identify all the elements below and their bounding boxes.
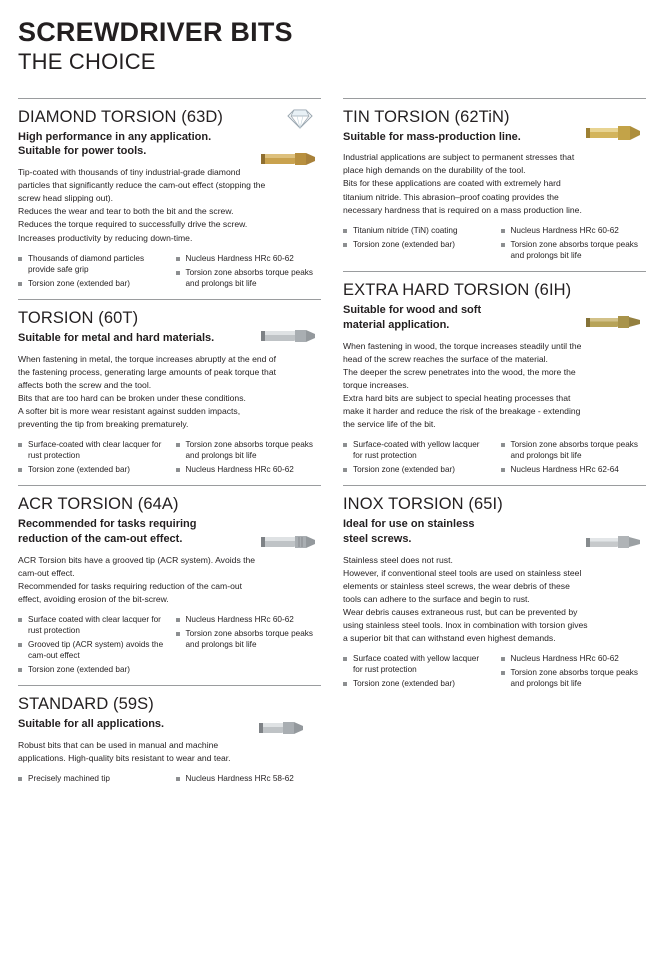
bullets-right — [176, 614, 322, 678]
bullet-item: Nucleus Hardness HRc 60-62 — [176, 253, 322, 264]
body-line: Reduces the torque required to successfully drive the screw. — [18, 219, 248, 230]
section-subtitle-line2: material application. — [343, 318, 450, 331]
body-line: Bits that are too hard can be broken under these conditions. — [18, 392, 246, 403]
bullet-item: Torsion zone absorbs torque peaks and prolongs bit life — [501, 667, 647, 689]
section-divider — [18, 485, 321, 486]
body-line: ACR Torsion bits have a grooved tip (ACR system). Avoids the — [18, 554, 256, 565]
body-line: screw head slipping out). — [18, 193, 114, 204]
bullet-item: Torsion zone absorbs torque peaks and prolongs bit life — [176, 628, 322, 650]
section-divider — [343, 98, 646, 99]
feature-bullets — [18, 439, 321, 478]
body-line: the service life of the bit. — [343, 418, 436, 429]
body-line: titanium nitride. This abrasion–proof coating provides the — [343, 191, 559, 202]
bullets-left — [18, 773, 164, 787]
body-line: When fastening in wood, the torque increases steadily until the — [343, 340, 582, 351]
bullet-item: Torsion zone absorbs torque peaks and prolongs bit life — [176, 267, 322, 289]
section-body — [343, 151, 646, 216]
body-line: Bits for these applications are coated with extremely hard — [343, 178, 561, 189]
bullet-item: Surface coated with yellow lacquer for rust protection — [343, 653, 489, 675]
section-subtitle — [18, 517, 233, 547]
bullet-item: Nucleus Hardness HRc 60-62 — [176, 614, 322, 625]
section-diamond-torsion — [18, 108, 321, 292]
bullet-item: Grooved tip (ACR system) avoids the cam-out effect — [18, 639, 164, 661]
bullets-right — [501, 225, 647, 264]
section-subtitle: Suitable for mass-production line. — [343, 130, 521, 143]
section-subtitle — [343, 517, 558, 547]
section-title: EXTRA HARD TORSION (6IH) — [343, 280, 572, 299]
body-line: affects both the screw and the tool. — [18, 379, 152, 390]
bullet-item: Torsion zone (extended bar) — [18, 664, 164, 675]
body-line: applications. High-quality bits resistant to wear and tear. — [18, 753, 231, 764]
bullet-item: Surface-coated with yellow lacquer for rust protection — [343, 439, 489, 461]
bit-image-acr — [259, 529, 319, 555]
body-line: tools can adhere to the surface and begin to rust. — [343, 593, 530, 604]
section-extra-hard-torsion — [343, 281, 646, 478]
section-subtitle-line2: Suitable for power tools. — [18, 145, 147, 158]
section-body — [18, 166, 321, 244]
section-title: ACR TORSION (64A) — [18, 495, 179, 514]
section-standard — [18, 695, 321, 787]
feature-bullets — [343, 653, 646, 692]
body-line: Recommended for tasks requiring reduction of the cam-out — [18, 580, 243, 591]
body-line: preventing the tip from breaking prematurely. — [18, 418, 189, 429]
body-line: The deeper the screw penetrates into the wood, the more the — [343, 366, 576, 377]
section-title: INOX TORSION (65I) — [343, 495, 503, 514]
bullet-item: Nucleus Hardness HRc 60-62 — [501, 225, 647, 236]
feature-bullets — [18, 773, 321, 787]
section-divider — [18, 299, 321, 300]
section-subtitle — [18, 130, 233, 160]
bit-image-extra-hard — [584, 309, 644, 335]
bullets-right — [176, 253, 322, 292]
bullet-item: Torsion zone (extended bar) — [343, 464, 489, 475]
bullet-item: Torsion zone (extended bar) — [343, 678, 489, 689]
section-body — [343, 554, 646, 645]
section-inox-torsion — [343, 495, 646, 692]
body-line: the fastening process, generating large amounts of peak torque that — [18, 366, 276, 377]
section-subtitle-line2: steel screws. — [343, 532, 412, 545]
body-line: cam-out effect. — [18, 567, 75, 578]
section-subtitle-line1: Recommended for tasks requiring — [18, 518, 197, 531]
section-title: DIAMOND TORSION (63D) — [18, 107, 224, 126]
section-title: TORSION (60T) — [18, 308, 139, 327]
body-line: Reduces the wear and tear to both the bit and the screw. — [18, 206, 234, 217]
left-column — [18, 91, 321, 794]
bit-image-torsion — [259, 323, 319, 349]
body-line: head of the screw reaches the surface of the material. — [343, 353, 548, 364]
diamond-icon — [286, 108, 314, 130]
section-subtitle-line2: reduction of the cam-out effect. — [18, 532, 183, 545]
body-line: Increases productivity by reducing down-time. — [18, 232, 193, 243]
bullet-item: Surface coated with clear lacquer for rust protection — [18, 614, 164, 636]
bullet-item: Nucleus Hardness HRc 62-64 — [501, 464, 647, 475]
bit-image-inox — [584, 529, 644, 555]
body-line: However, if conventional steel tools are used on stainless steel — [343, 567, 582, 578]
section-title: TIN TORSION (62TiN) — [343, 107, 510, 126]
bullets-right — [501, 439, 647, 478]
section-title: STANDARD (59S) — [18, 695, 154, 714]
bullets-right — [176, 773, 322, 787]
section-divider — [343, 485, 646, 486]
page-subtitle: THE CHOICE — [18, 49, 156, 75]
body-line: effect, avoiding erosion of the bit-screw. — [18, 593, 169, 604]
bit-image-diamond — [259, 146, 319, 172]
bullet-item: Torsion zone absorbs torque peaks and prolongs bit life — [501, 439, 647, 461]
section-subtitle: Suitable for metal and hard materials. — [18, 331, 215, 344]
section-subtitle — [343, 303, 558, 333]
bullet-item: Torsion zone (extended bar) — [18, 278, 164, 289]
body-line: When fastening in metal, the torque increases abruptly at the end of — [18, 353, 276, 364]
bullet-item: Nucleus Hardness HRc 60-62 — [501, 653, 647, 664]
bullet-item: Surface-coated with clear lacquer for rust protection — [18, 439, 164, 461]
body-line: using stainless steel tools. Inox in combination with torsion gives — [343, 620, 588, 631]
body-line: Extra hard bits are subject to special heating processes that — [343, 392, 571, 403]
bullet-item: Torsion zone (extended bar) — [18, 464, 164, 475]
body-line: necessary hardness that is required on a mass production line. — [343, 204, 582, 215]
body-line: particles that significantly reduce the cam-out effect (stopping the — [18, 180, 266, 191]
section-subtitle-line1: High performance in any application. — [18, 130, 212, 143]
bullet-item: Torsion zone absorbs torque peaks and prolongs bit life — [501, 239, 647, 261]
feature-bullets — [343, 225, 646, 264]
page-title: SCREWDRIVER BITS — [18, 17, 293, 47]
body-line: a superior bit that can withstand even highest demands. — [343, 633, 556, 644]
feature-bullets — [18, 614, 321, 678]
bullet-item: Thousands of diamond particles provide safe grip — [18, 253, 164, 275]
section-divider — [18, 685, 321, 686]
section-subtitle-line1: Ideal for use on stainless — [343, 518, 475, 531]
body-line: Robust bits that can be used in manual and machine — [18, 740, 219, 751]
section-acr-torsion — [18, 495, 321, 678]
body-line: elements or stainless steel screws, the wear debris of these — [343, 580, 570, 591]
bullets-left — [18, 614, 164, 678]
bit-image-tin — [584, 120, 644, 146]
bit-image-standard — [257, 715, 307, 741]
bullets-left — [18, 439, 164, 478]
bullet-item: Nucleus Hardness HRc 60-62 — [176, 464, 322, 475]
section-body — [18, 739, 321, 765]
body-line: Tip-coated with thousands of tiny industrial-grade diamond — [18, 167, 241, 178]
section-body — [343, 340, 646, 431]
section-divider — [18, 98, 321, 99]
body-line: torque increases. — [343, 379, 409, 390]
body-line: Industrial applications are subject to permanent stresses that — [343, 152, 575, 163]
bullet-item: Nucleus Hardness HRc 58-62 — [176, 773, 322, 784]
bullets-left — [18, 253, 164, 292]
body-line: place high demands on the durability of the tool. — [343, 165, 526, 176]
bullet-item: Precisely machined tip — [18, 773, 164, 784]
section-subtitle-line1: Suitable for wood and soft — [343, 303, 482, 316]
body-line: Stainless steel does not rust. — [343, 554, 453, 565]
body-line: make it harder and reduce the risk of the breakage - extending — [343, 405, 581, 416]
section-body — [18, 554, 321, 606]
body-line: Wear debris causes extraneous rust, but can be prevented by — [343, 607, 578, 618]
bullets-right — [176, 439, 322, 478]
content-columns — [18, 91, 645, 794]
section-divider — [343, 271, 646, 272]
bullets-left — [343, 225, 489, 264]
bullet-item: Torsion zone absorbs torque peaks and prolongs bit life — [176, 439, 322, 461]
bullet-item: Titanium nitride (TiN) coating — [343, 225, 489, 236]
section-subtitle: Suitable for all applications. — [18, 718, 165, 731]
feature-bullets — [343, 439, 646, 478]
section-torsion-60t — [18, 309, 321, 478]
body-line: A softer bit is more wear resistant against sudden impacts, — [18, 405, 241, 416]
feature-bullets — [18, 253, 321, 292]
bullets-left — [343, 439, 489, 478]
section-body — [18, 353, 321, 431]
bullets-right — [501, 653, 647, 692]
section-tin-torsion — [343, 108, 646, 264]
right-column — [343, 91, 646, 794]
bullet-item: Torsion zone (extended bar) — [343, 239, 489, 250]
bullets-left — [343, 653, 489, 692]
